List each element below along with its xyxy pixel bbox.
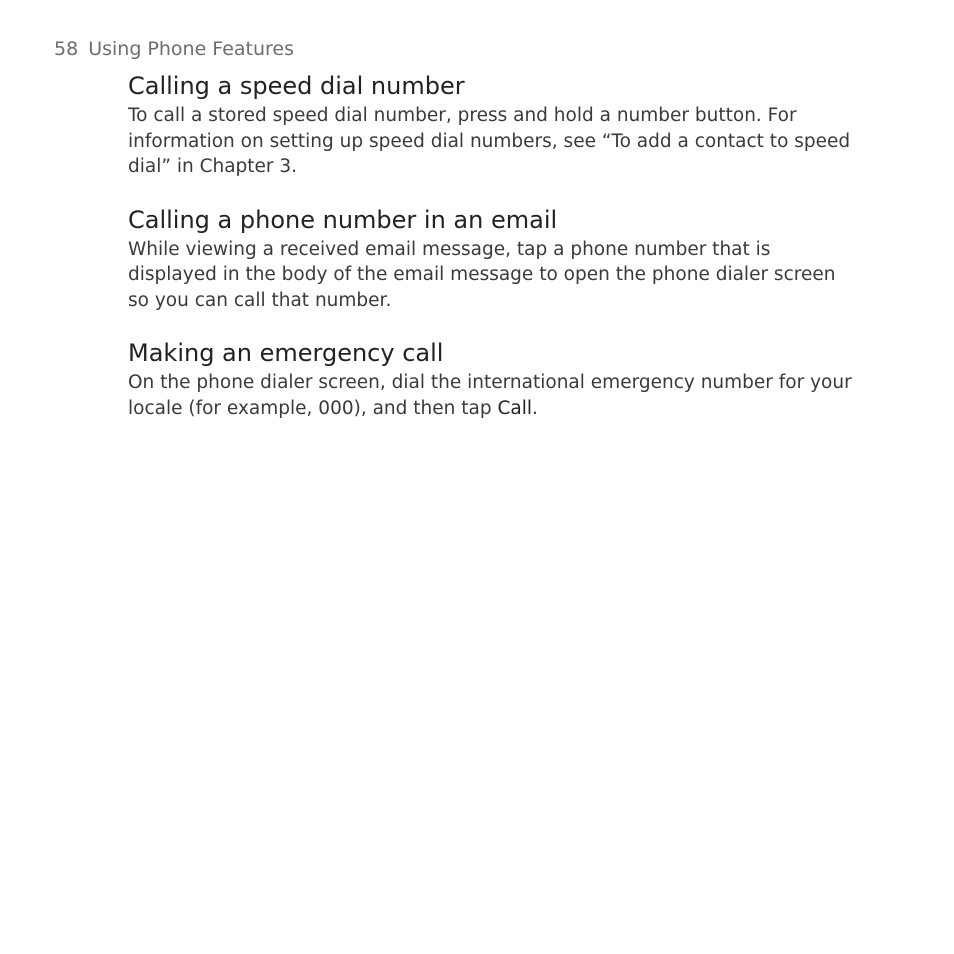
section-heading: Calling a phone number in an email [128,205,558,234]
section-heading: Making an emergency call [128,339,444,367]
section-speed-dial [128,70,858,180]
section-emergency-call [128,337,858,421]
body-text: On the phone dialer screen, dial the international emergency number for your locale (for example, 000), and then tap [128,372,852,419]
call-term: Call [497,397,532,419]
section-body: To call a stored speed dial number, press and hold a number button. For information on setting up speed dial numbers, see “To add a contact to speed dial” in Chapter 3. [128,105,851,177]
section-body [128,370,858,421]
chapter-title: Using Phone Features [88,38,295,60]
section-body: While viewing a received email message, tap a phone number that is displayed in the body of the email message to open the phone dialer screen so you can call that number. [128,238,836,311]
page-number: 58 [54,38,79,60]
section-email-number [128,204,858,314]
page-content [128,70,858,445]
body-text-end: . [532,397,538,419]
page-header [54,38,294,60]
section-heading: Calling a speed dial number [128,72,465,100]
